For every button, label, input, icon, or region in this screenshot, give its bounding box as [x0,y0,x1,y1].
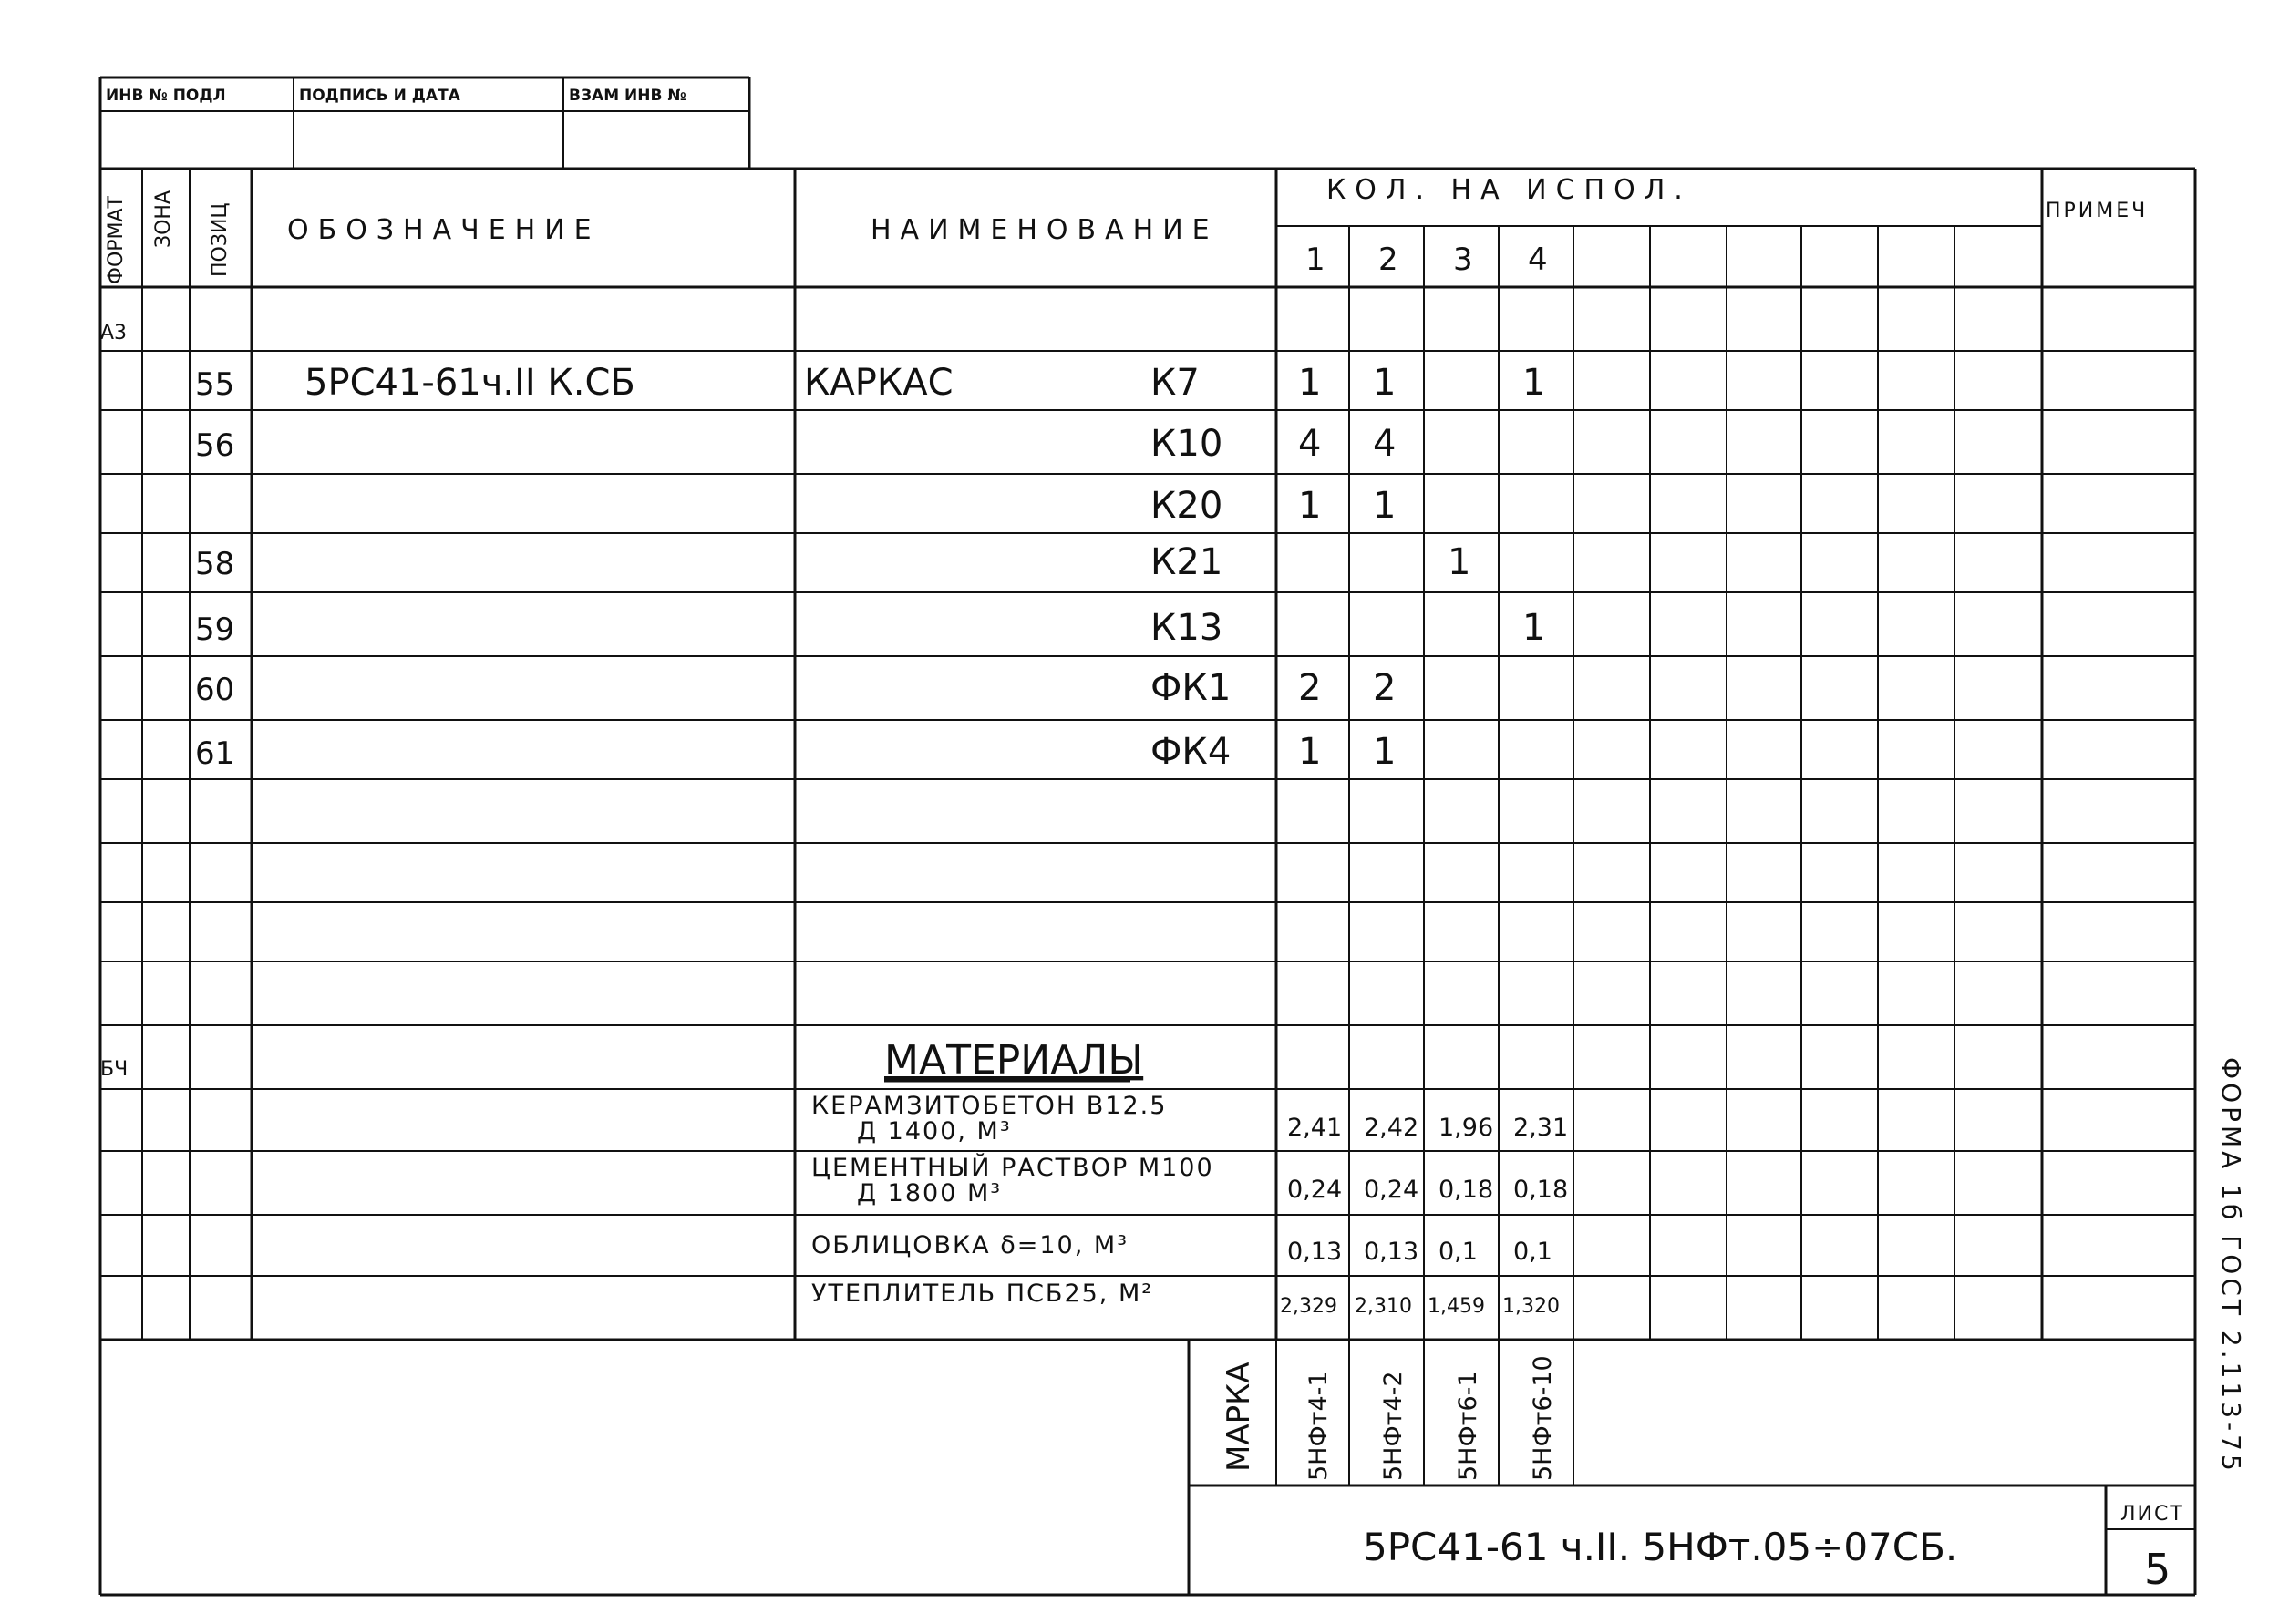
row-mark: ФК4 [1150,731,1232,773]
marka-item: 5НФт6-1 [1454,1371,1482,1481]
header-zona: ЗОНА [152,190,175,248]
marka-block [1221,1355,1557,1481]
document-designation: 5РС41-61 ч.II. 5НФт.05÷07СБ. [1363,1525,1958,1569]
kol-col-3: 3 [1453,242,1473,278]
material-qty: 2,41 [1287,1114,1343,1142]
header-oboznachenie: ОБОЗНАЧЕНИЕ [287,214,601,246]
material-qty: 2,42 [1364,1114,1419,1142]
kol-col-2: 2 [1378,242,1398,278]
row-oboznachenie: 5РС41-61ч.II К.СБ [304,362,635,404]
section-format-b4: БЧ [100,1058,129,1081]
material-qty: 2,31 [1513,1114,1569,1142]
row-mark: К10 [1150,423,1223,465]
header-primech: ПРИМЕЧ [2046,200,2149,222]
material-qty: 0,24 [1364,1176,1419,1204]
row-qty: 1 [1373,362,1397,404]
stamp-vzam-inv: ВЗАМ ИНВ № [569,87,686,105]
row-mark: К13 [1150,607,1223,649]
row-qty: 2 [1373,667,1397,709]
section-format-a3: А3 [100,322,128,344]
table-header [105,174,2148,284]
material-line1: ОБЛИЦОВКА δ=10, М³ [811,1231,1129,1259]
marka-item: 5НФт4-1 [1304,1371,1333,1481]
grid-lines [100,77,2195,1595]
material-qty: 0,18 [1439,1176,1494,1204]
row-mark: К20 [1150,485,1223,527]
row-qty: 4 [1373,423,1397,465]
row-poz: 59 [195,612,235,648]
material-line1: ЦЕМЕНТНЫЙ РАСТВОР М100 [811,1154,1214,1182]
row-name: КАРКАС [804,362,954,404]
form-standard-note: ФОРМА 1б ГОСТ 2.113-75 [2216,1057,2246,1475]
row-poz: 61 [195,735,235,772]
row-qty: 1 [1373,485,1397,527]
stamp-inv-podl: ИНВ № ПОДЛ [106,87,226,105]
sheet-number: 5 [2144,1545,2171,1594]
spec-rows [195,362,1545,773]
row-mark: К7 [1150,362,1200,404]
row-qty: 1 [1298,731,1322,773]
approval-stamp [106,87,686,105]
stamp-podpis-data: ПОДПИСЬ И ДАТА [299,87,460,105]
header-naimenovanie: НАИМЕНОВАНИЕ [871,214,1219,246]
row-qty: 2 [1298,667,1322,709]
header-format: ФОРМАТ [105,196,128,284]
row-qty: 4 [1298,423,1322,465]
material-qty: 0,1 [1513,1238,1552,1266]
row-poz: 56 [195,427,235,464]
row-qty: 1 [1298,485,1322,527]
kol-col-4: 4 [1528,242,1548,278]
marka-label: МАРКА [1221,1362,1257,1472]
header-poz: ПОЗИЦ [209,202,232,277]
material-qty: 1,320 [1502,1295,1560,1318]
row-mark: ФК1 [1150,667,1232,709]
material-line1: КЕРАМЗИТОБЕТОН В12.5 [811,1092,1168,1120]
row-poz: 55 [195,366,235,403]
row-qty: 1 [1448,541,1471,583]
marka-item: 5НФт4-2 [1379,1371,1408,1481]
material-qty: 2,310 [1355,1295,1412,1318]
row-qty: 1 [1373,731,1397,773]
title-block [1363,1503,2184,1594]
material-line1: УТЕПЛИТЕЛЬ ПСБ25, М² [811,1280,1154,1308]
row-qty: 1 [1522,362,1546,404]
material-qty: 1,459 [1428,1295,1485,1318]
row-qty: 1 [1298,362,1322,404]
material-qty: 0,13 [1287,1238,1343,1266]
material-line2: Д 1400, М³ [857,1117,1012,1146]
row-mark: К21 [1150,541,1223,583]
materials-title: МАТЕРИАЛЫ [884,1037,1144,1084]
sheet-label: ЛИСТ [2120,1503,2184,1526]
material-qty: 0,18 [1513,1176,1569,1204]
material-qty: 0,24 [1287,1176,1343,1204]
marka-item: 5НФт6-10 [1529,1355,1557,1481]
material-qty: 0,1 [1439,1238,1478,1266]
row-poz: 58 [195,546,235,582]
material-line2: Д 1800 М³ [857,1179,1003,1208]
material-qty: 0,13 [1364,1238,1419,1266]
material-qty: 1,96 [1439,1114,1494,1142]
row-qty: 1 [1522,607,1546,649]
material-qty: 2,329 [1280,1295,1337,1318]
header-kol: КОЛ. НА ИСПОЛ. [1326,174,1692,206]
kol-col-1: 1 [1305,242,1325,278]
row-poz: 60 [195,672,235,708]
